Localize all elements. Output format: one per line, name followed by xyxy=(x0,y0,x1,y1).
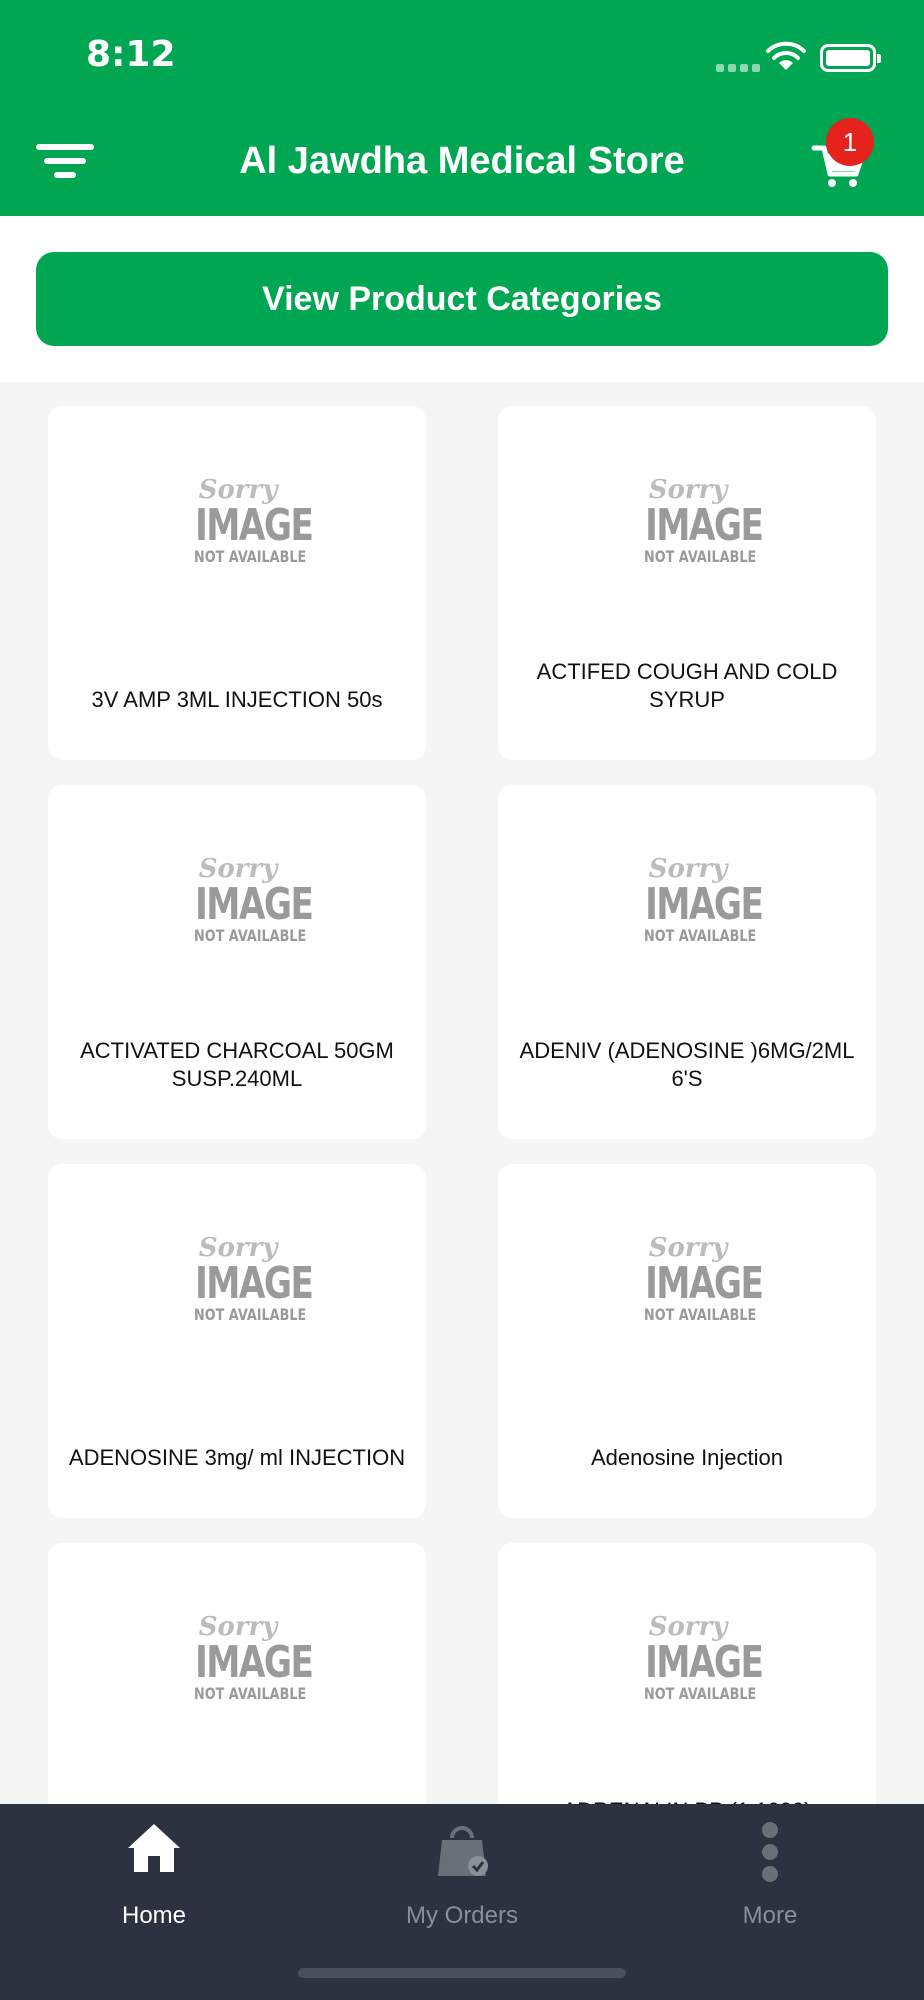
product-grid xyxy=(0,382,924,1804)
cart-count-badge: 1 xyxy=(826,118,874,166)
tab-more[interactable] xyxy=(616,1804,924,1944)
tab-home[interactable] xyxy=(0,1804,308,1944)
product-card[interactable] xyxy=(498,785,876,1139)
more-vertical-icon xyxy=(755,1820,785,1884)
product-name: Adenosine Injection xyxy=(590,1445,784,1470)
status-time: 8:12 xyxy=(86,34,176,75)
product-card[interactable] xyxy=(48,785,426,1139)
cellular-signal-icon xyxy=(716,64,760,72)
tab-home-label: Home xyxy=(121,1902,187,1929)
page-title: Al Jawdha Medical Store xyxy=(239,140,685,182)
product-name: ADENIV (ADENOSINE )6MG/2ML 6'S xyxy=(519,1038,855,1091)
product-card[interactable] xyxy=(48,406,426,760)
image-not-available-placeholder: Sorry IMAGE NOT AVAILABLE xyxy=(194,475,313,566)
product-name: ADENOSINE 3mg/ ml INJECTION xyxy=(68,1445,406,1470)
image-not-available-placeholder: Sorry IMAGE NOT AVAILABLE xyxy=(644,1612,763,1703)
product-name: ACTIVATED CHARCOAL 50GM SUSP.240ML xyxy=(80,1038,394,1091)
app-header xyxy=(0,0,924,216)
tab-more-label: More xyxy=(742,1902,798,1929)
product-card[interactable] xyxy=(498,406,876,760)
product-name: 3V AMP 3ML INJECTION 50s xyxy=(91,687,383,712)
image-not-available-placeholder: Sorry IMAGE NOT AVAILABLE xyxy=(194,854,313,945)
wifi-icon xyxy=(766,42,806,72)
shopping-bag-icon xyxy=(432,1820,492,1880)
categories-section xyxy=(0,216,924,382)
image-not-available-placeholder: Sorry IMAGE NOT AVAILABLE xyxy=(194,1612,313,1703)
home-icon xyxy=(124,1820,184,1876)
tab-my-orders-label: My Orders xyxy=(405,1902,518,1929)
image-not-available-placeholder: Sorry IMAGE NOT AVAILABLE xyxy=(644,475,763,566)
product-card[interactable] xyxy=(48,1164,426,1518)
product-name: ACTIFED COUGH AND COLD SYRUP xyxy=(536,659,838,712)
image-not-available-placeholder: Sorry IMAGE NOT AVAILABLE xyxy=(644,1233,763,1324)
product-card[interactable] xyxy=(498,1164,876,1518)
view-categories-button[interactable]: View Product Categories xyxy=(36,252,888,346)
home-indicator[interactable] xyxy=(298,1968,626,1978)
tab-my-orders[interactable] xyxy=(308,1804,616,1944)
battery-icon xyxy=(820,44,876,72)
image-not-available-placeholder: Sorry IMAGE NOT AVAILABLE xyxy=(644,854,763,945)
image-not-available-placeholder: Sorry IMAGE NOT AVAILABLE xyxy=(194,1233,313,1324)
